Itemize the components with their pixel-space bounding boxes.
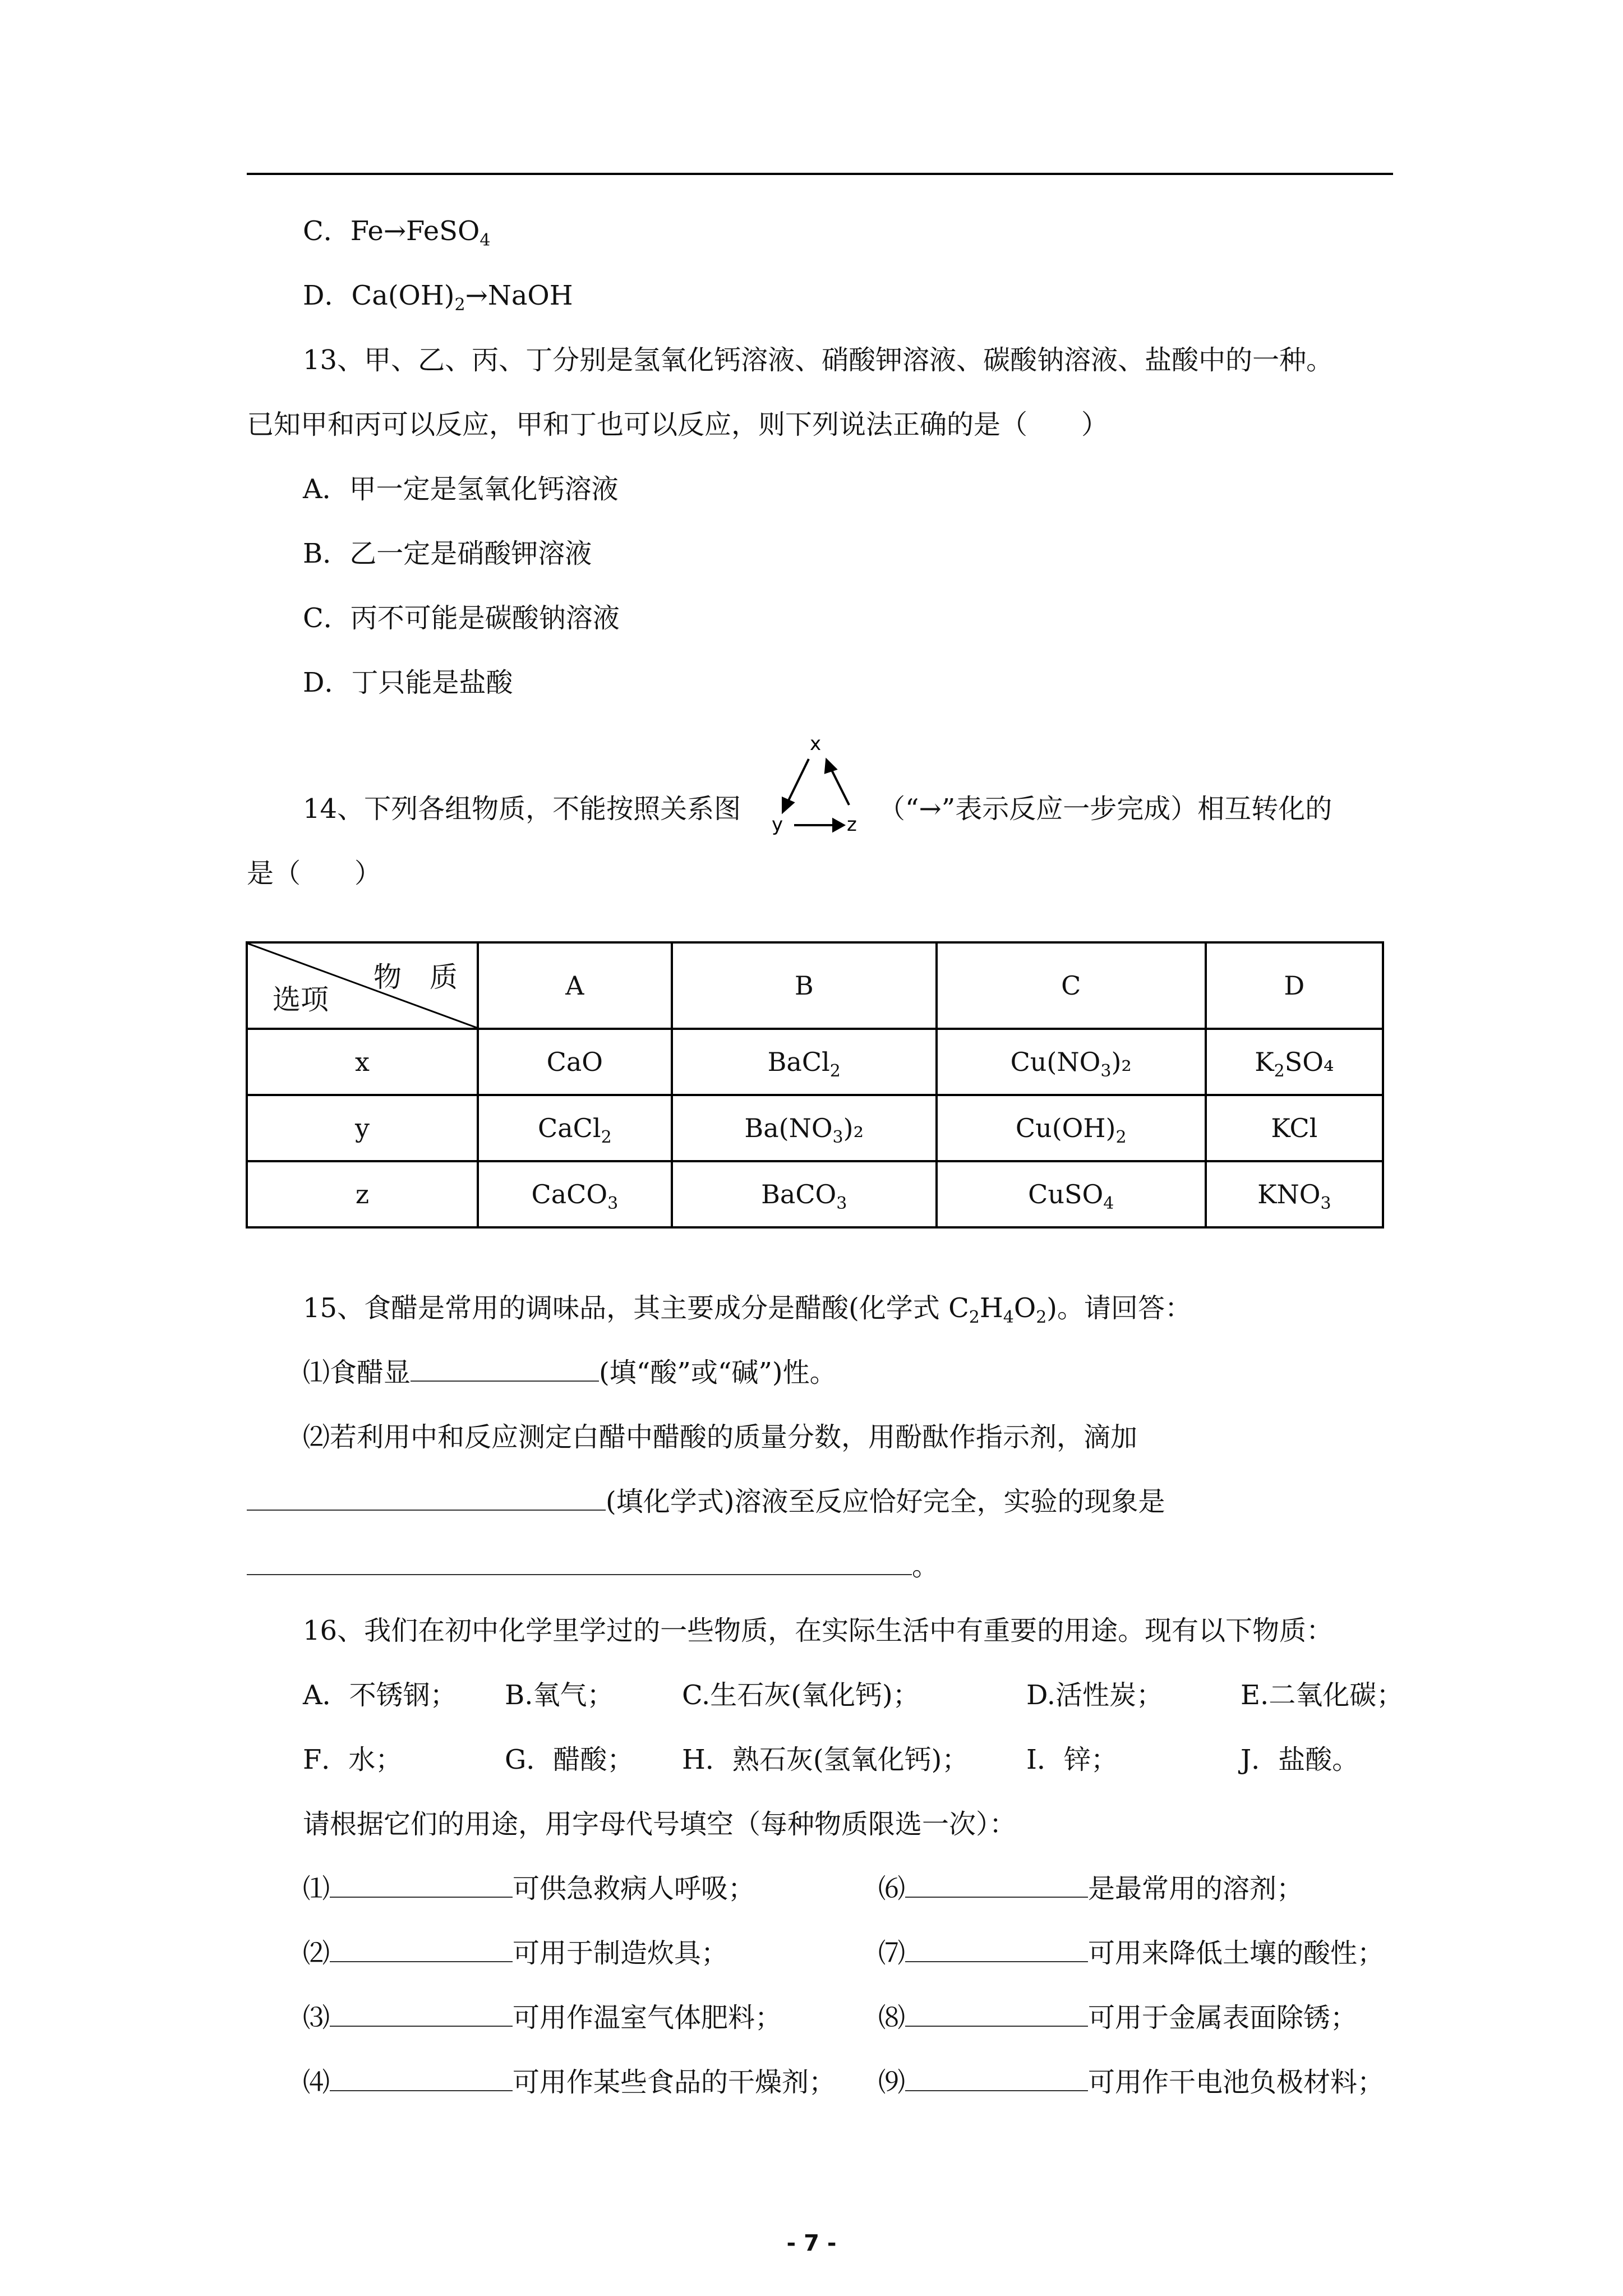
table-cell: BaCO$_3$ <box>672 1161 937 1227</box>
q13-option-c: C．丙不可能是碳酸钠溶液 <box>303 602 620 634</box>
table-cell: $K_2SO_4$ <box>1206 1029 1383 1095</box>
q16-item-4: ⑷ 可用作某些食品的干燥剂； <box>303 2067 836 2098</box>
table-corner-cell <box>247 942 478 1029</box>
q14-options-table <box>246 941 1384 1228</box>
q13-option-d: D．丁只能是盐酸 <box>303 667 513 698</box>
q15-answer-blank-2[interactable] <box>247 1485 606 1511</box>
q15-answer-blank-1[interactable] <box>411 1356 599 1382</box>
table-cell: CaCO$_3$ <box>478 1161 672 1227</box>
q13-stem-line1: 13、甲、乙、丙、丁分别是氢氧化钙溶液、硝酸钾溶液、碳酸钠溶液、盐酸中的一种。 <box>303 344 1334 376</box>
arrow-z-to-x-head <box>826 760 836 772</box>
table-row <box>247 1161 1383 1227</box>
table-cell: $Cu(NO_3)_2$ <box>937 1029 1206 1095</box>
q16-substance: H．熟石灰(氢氧化钙)； <box>682 1744 969 1775</box>
q16-answer-blank[interactable] <box>330 2065 513 2091</box>
q16-substance: B.氧气； <box>505 1680 614 1711</box>
table-col-header: D <box>1206 942 1383 1029</box>
table-row-label: z <box>247 1161 478 1227</box>
q16-answer-blank[interactable] <box>905 1936 1088 1962</box>
q16-item-2: ⑵ 可用于制造炊具； <box>303 1938 728 1969</box>
header-rule <box>247 173 1393 175</box>
q16-answer-blank[interactable] <box>905 2065 1088 2091</box>
q16-item-9: ⑼ 可用作干电池负极材料； <box>878 2067 1385 2098</box>
q12-c-product: FeSO <box>406 215 480 247</box>
q13-option-b: B．乙一定是硝酸钾溶液 <box>303 538 592 569</box>
table-cell: KCl <box>1206 1095 1383 1161</box>
q16-substance: I．锌； <box>1026 1744 1118 1775</box>
q16-answer-blank[interactable] <box>330 2001 513 2027</box>
page-number: - 7 - <box>786 2230 837 2256</box>
q12-d-arrow: → <box>465 280 488 311</box>
q16-substance: G．醋酸； <box>505 1744 634 1775</box>
relation-diagram <box>769 726 865 839</box>
q15-part2-line2: (填化学式)溶液至反应恰好完全，实验的现象是 <box>247 1485 1165 1519</box>
q16-instruction: 请根据它们的用途，用字母代号填空（每种物质限选一次）： <box>303 1809 1017 1840</box>
q16-item-6: ⑹ 是最常用的溶剂； <box>878 1873 1304 1904</box>
q16-answer-blank[interactable] <box>330 1936 513 1962</box>
table-header-row <box>247 942 1383 1029</box>
q12-c-reactant: C．Fe <box>303 215 384 247</box>
table-col-header: A <box>478 942 672 1029</box>
q16-substance: A．不锈钢； <box>303 1680 457 1711</box>
arrow-z-to-x <box>830 767 849 805</box>
table-row-label: x <box>247 1029 478 1095</box>
q14-stem-prefix: 14、下列各组物质，不能按照关系图 <box>303 793 741 825</box>
arrow-y-to-z-head <box>833 820 843 831</box>
q16-substance: F．水； <box>303 1744 403 1775</box>
q12-option-c <box>303 214 490 248</box>
q16-item-8: ⑻ 可用于金属表面除锈； <box>878 2002 1358 2033</box>
table-row-label: y <box>247 1095 478 1161</box>
q16-answer-blank[interactable] <box>330 1872 513 1898</box>
q16-item-7: ⑺ 可用来降低土壤的酸性； <box>878 1938 1385 1969</box>
q15-part2-line3: 。 <box>247 1549 939 1583</box>
table-cell: CuSO$_4$ <box>937 1161 1206 1227</box>
table-col-header: B <box>672 942 937 1029</box>
relation-y-label: y <box>772 813 783 836</box>
q16-answer-blank[interactable] <box>905 1872 1088 1898</box>
q15-part1: ⑴食醋显 (填“酸”或“碱”)性。 <box>303 1357 837 1388</box>
q16-answer-blank[interactable] <box>905 2001 1088 2027</box>
q16-substance: J．盐酸。 <box>1241 1744 1359 1775</box>
table-cell: $Cu(OH)_2$ <box>937 1095 1206 1161</box>
q12-c-subscript: 4 <box>479 231 491 250</box>
q16-stem: 16、我们在初中化学里学过的一些物质，在实际生活中有重要的用途。现有以下物质： <box>303 1615 1334 1646</box>
q15-stem: 15、食醋是常用的调味品，其主要成分是醋酸(化学式 $C_2H_4O_2$)。请回答： <box>303 1292 1192 1327</box>
table-row <box>247 1095 1383 1161</box>
q13-option-a: A．甲一定是氢氧化钙溶液 <box>303 473 619 505</box>
relation-x-label: x <box>810 733 822 755</box>
relation-arrows <box>783 759 849 831</box>
q12-c-arrow: → <box>383 215 407 247</box>
q12-d-reactant: D．Ca(OH) <box>303 280 455 311</box>
q15-answer-blank-3[interactable] <box>247 1549 912 1575</box>
q12-d-product: NaOH <box>487 280 573 311</box>
table-row <box>247 1029 1383 1095</box>
q16-substance: D.活性炭； <box>1026 1680 1164 1711</box>
table-col-header: C <box>937 942 1206 1029</box>
corner-bottom-label: 选项 <box>273 983 329 1016</box>
arrow-x-to-y <box>786 759 809 805</box>
q16-item-3: ⑶ 可用作温室气体肥料； <box>303 2002 782 2033</box>
q16-substance: C.生石灰(氧化钙)； <box>682 1680 920 1711</box>
q13-stem-line2: 已知甲和丙可以反应，甲和丁也可以反应，则下列说法正确的是（ ） <box>247 409 1109 440</box>
table-cell: $KNO_3$ <box>1206 1161 1383 1227</box>
q14-stem-line2: 是（ ） <box>247 858 382 889</box>
corner-top-label: 物 质 <box>374 961 458 993</box>
q16-substance: E.二氧化碳； <box>1241 1680 1404 1711</box>
q12-option-d <box>303 279 573 315</box>
table-cell: BaCl$_2$ <box>672 1029 937 1095</box>
table-cell: CaCl$_2$ <box>478 1095 672 1161</box>
q14-stem-suffix: （“→”表示反应一步完成）相互转化的 <box>878 793 1332 825</box>
table-cell: $Ba(NO_3)_2$ <box>672 1095 937 1161</box>
relation-z-label: z <box>847 813 857 836</box>
table-cell: CaO <box>478 1029 672 1095</box>
q15-part2-line1: ⑵若利用中和反应测定白醋中醋酸的质量分数，用酚酞作指示剂，滴加 <box>303 1421 1138 1453</box>
q16-item-1: ⑴ 可供急救病人呼吸； <box>303 1873 755 1904</box>
arrow-x-to-y-head <box>783 798 793 812</box>
q12-d-subscript: 2 <box>454 295 465 315</box>
